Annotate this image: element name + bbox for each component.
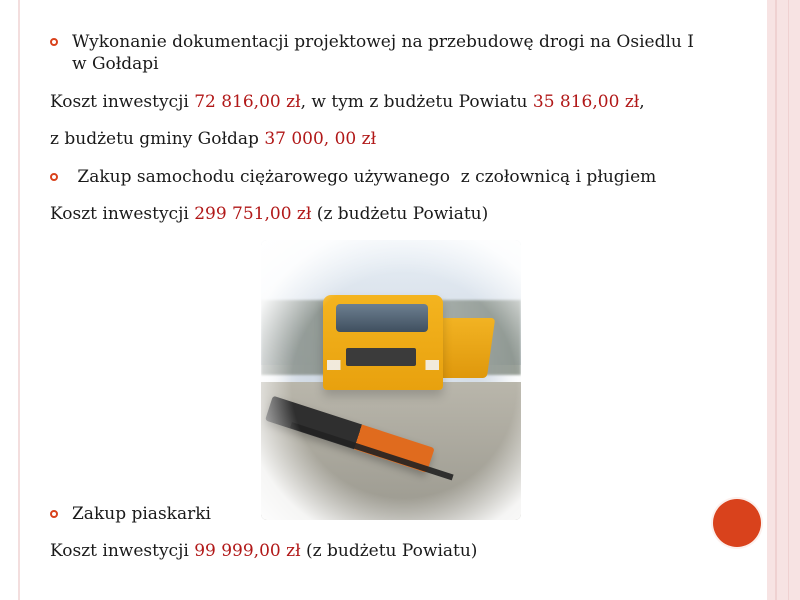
bullet-text-line-1: Wykonanie dokumentacji projektowej na przebudowę drogi na Osiedlu I xyxy=(72,32,694,52)
bullet-item-documentation xyxy=(50,31,750,77)
bullet-text-line-2: w Gołdapi xyxy=(72,54,159,74)
cost-amount-sander: 99 999,00 zł xyxy=(194,541,301,561)
cost-amount-municipality: 37 000, 00 zł xyxy=(264,129,377,149)
cost-label: Koszt inwestycji xyxy=(50,541,195,561)
truck-photo xyxy=(261,240,521,520)
cost-label: z budżetu gminy Gołdap xyxy=(50,129,265,149)
cost-line-1 xyxy=(50,91,740,113)
left-margin-line xyxy=(18,0,20,600)
cost-line-2 xyxy=(50,128,740,150)
right-band-line-2 xyxy=(788,0,789,600)
cost-source: (z budżetu Powiatu) xyxy=(311,204,489,224)
cost-line-4 xyxy=(50,540,740,562)
truck-windshield xyxy=(336,304,428,332)
right-decorative-band xyxy=(767,0,800,600)
right-band-line xyxy=(775,0,777,600)
bullet-text: Zakup piaskarki xyxy=(72,504,211,524)
cost-line-3 xyxy=(50,203,740,225)
cost-amount-truck: 299 751,00 zł xyxy=(194,204,312,224)
bullet-icon xyxy=(50,38,58,46)
bullet-icon xyxy=(50,173,58,181)
truck-headlights xyxy=(327,360,439,370)
bullet-text: Zakup samochodu ciężarowego używanego z czołownicą i pługiem xyxy=(72,167,657,187)
bullet-icon xyxy=(50,510,58,518)
cost-label: Koszt inwestycji xyxy=(50,204,195,224)
cost-middle-text: , w tym z budżetu Powiatu xyxy=(300,92,533,112)
cost-amount-county: 35 816,00 zł xyxy=(532,92,640,112)
cost-amount-total: 72 816,00 zł xyxy=(194,92,301,112)
cost-source: (z budżetu Powiatu) xyxy=(300,541,478,561)
bullet-text xyxy=(72,31,694,75)
cost-label: Koszt inwestycji xyxy=(50,92,195,112)
cost-suffix: , xyxy=(639,92,645,112)
